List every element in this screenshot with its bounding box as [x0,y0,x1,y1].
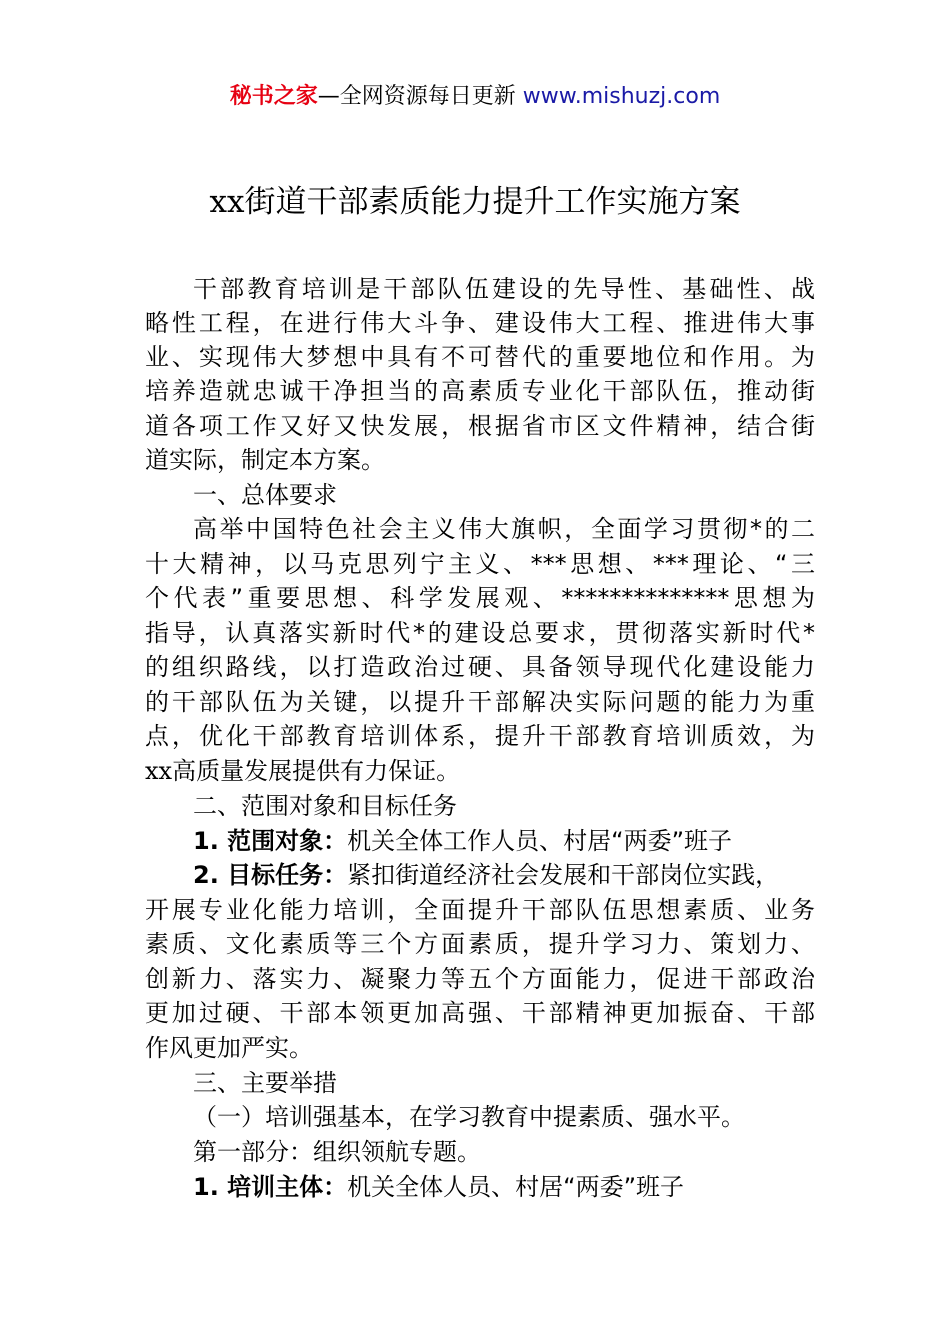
banner-tagline: —全网资源每日更新 [317,84,516,109]
list-item-label: 1. 培训主体： [193,1173,348,1201]
list-item [193,858,815,892]
section-heading: 一、总体要求 [193,481,337,509]
subsection-heading: （一）培训强基本，在学习教育中提素质、强水平。 [193,1103,745,1131]
place-abbr: xx [145,757,173,785]
list-item-text: 机关全体工作人员、村居“两委”班子 [347,827,733,855]
list-item-text: 机关全体人员、村居“两委”班子 [347,1173,685,1201]
document-title [0,180,950,224]
paragraph-line: 高举中国特色社会主义伟大旗帜，全面学习贯彻*的二 [193,515,815,543]
paragraph-line: 个代表”重要思想、科学发展观、**************思想为 [145,584,815,612]
list-item [193,824,815,858]
site-banner [0,82,950,112]
paragraph-line: 更加过硬、干部本领更加高强、干部精神更加振奋、干部 [145,999,815,1027]
banner-url-link[interactable]: www.mishuzj.com [522,84,721,109]
list-item-text: 紧扣街道经济社会发展和干部岗位实践， [347,861,780,889]
list-item-label: 1. 范围对象： [193,827,348,855]
title-text: 街道干部素质能力提升工作实施方案 [244,184,741,220]
paragraph-line: 开展专业化能力培训，全面提升干部队伍思想素质、业务 [145,896,815,924]
paragraph-line: 略性工程，在进行伟大斗争、建设伟大工程、推进伟大事 [145,309,815,337]
paragraph-line: 培养造就忠诚干净担当的高素质专业化干部队伍，推动街 [145,377,815,405]
section-heading: 二、范围对象和目标任务 [193,792,457,820]
paragraph-line: 道各项工作又好又快发展，根据省市区文件精神，结合街 [145,412,815,440]
paragraph-line: 创新力、落实力、凝聚力等五个方面能力，促进干部政治 [145,965,815,993]
section-heading: 三、主要举措 [193,1069,337,1097]
paragraph-line: 道实际，制定本方案。 [145,446,385,474]
paragraph-line: 业、实现伟大梦想中具有不可替代的重要地位和作用。为 [145,343,815,371]
list-item [193,1170,815,1204]
title-prefix: xx [209,184,245,220]
paragraph-line: 的干部队伍为关键，以提升干部解决实际问题的能力为重 [145,688,815,716]
paragraph-line: 点，优化干部教育培训体系，提升干部教育培训质效，为 [145,722,815,750]
paragraph-line [145,754,815,788]
paragraph-line: 指导，认真落实新时代*的建设总要求，贯彻落实新时代* [145,619,815,647]
paragraph-line: 十大精神，以马克思列宁主义、***思想、***理论、“三 [145,550,815,578]
paragraph-line: 素质、文化素质等三个方面素质，提升学习力、策划力、 [145,930,815,958]
paragraph-line: 的组织路线，以打造政治过硬、具备领导现代化建设能力 [145,653,815,681]
paragraph-line: 干部教育培训是干部队伍建设的先导性、基础性、战 [193,275,815,303]
paragraph-line: 作风更加严实。 [145,1034,313,1062]
list-item-label: 2. 目标任务： [193,861,348,889]
paragraph-line-text: 高质量发展提供有力保证。 [172,757,461,785]
part-heading: 第一部分：组织领航专题。 [193,1138,481,1166]
banner-brand: 秘书之家 [229,84,318,109]
